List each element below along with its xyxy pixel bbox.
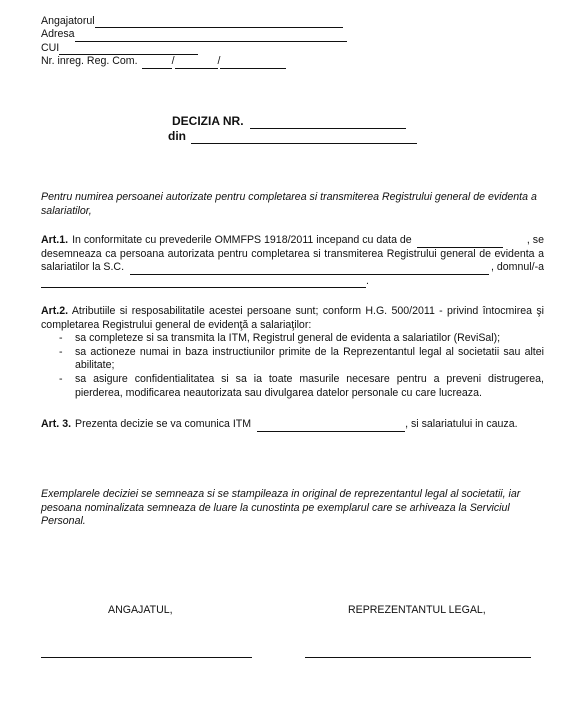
article-2-line-1 [41,305,544,319]
decision-number-label: DECIZIA NR. [172,114,244,128]
duty-text: sa asigure confidentialitatea si sa ia toate masurile necesare pentru a preveni distrugerea, pierderea, modificarea neautorizata sau divulgarea datelor personale cu care lucreaza. [75,372,544,399]
article-3-label: Art. 3. [41,418,72,430]
article-2 [41,305,544,400]
article-2-label: Art.2. [41,305,69,317]
employer-header [41,15,347,69]
cui-row [41,42,347,55]
article-1 [41,234,544,288]
list-item [41,346,544,373]
article-2-intro: Atributiile si resposabilitatile acestei persoane sunt; conform H.G. 500/2011 - privind întocmirea şi [71,305,544,317]
cui-blank[interactable] [59,44,198,55]
duty-text: sa completeze si sa transmita la ITM, Registrul general de evidenta a salariatilor (ReviSal); [75,332,501,345]
employer-label: Angajatorul [41,15,95,27]
employer-row [41,15,347,28]
address-label: Adresa [41,28,75,41]
reg-com-blank-2[interactable] [175,58,218,69]
article-1-text-a: In conformitate cu prevederile OMMFPS 1918/2011 incepand cu data de [72,234,412,246]
itm-blank[interactable] [257,421,405,432]
employee-signature-label: ANGAJATUL, [108,604,173,616]
list-dash: - [59,372,63,385]
decision-number-blank[interactable] [250,116,406,129]
article-1-line-4 [41,275,544,289]
reg-com-blank-3[interactable] [220,58,286,69]
article-1-company-label: salariatilor la S.C. [41,261,125,274]
representative-signature-label: REPREZENTANTUL LEGAL, [348,604,486,616]
company-name-blank[interactable] [130,264,489,275]
article-3 [41,418,544,432]
footer-note [41,488,546,529]
article-1-line-3 [41,261,544,275]
intro-paragraph [41,191,544,218]
reg-com-sep-1: / [171,55,175,68]
article-1-line-2: desemneaza ca persoana autorizata pentru completarea si transmiterea Registrului general de evidenta a [41,247,544,260]
article-2-duties-list [41,332,544,400]
representative-signature-line[interactable] [305,656,531,658]
article-3-text-b: , si salariatului in cauza. [405,418,518,430]
reg-com-label: Nr. inreg. Reg. Com. [41,55,138,68]
decision-title [168,114,417,144]
list-item [41,373,544,400]
employer-blank[interactable] [95,17,343,28]
decision-number-row [168,114,417,129]
article-1-label: Art.1. [41,234,69,246]
cui-label: CUI [41,41,60,54]
article-1-date-blank[interactable] [417,237,503,248]
address-blank[interactable] [75,31,347,42]
list-item [41,332,544,346]
address-row [41,28,347,41]
list-dash: - [59,332,63,345]
article-1-line-1 [41,234,544,248]
reg-com-blank-1[interactable] [142,58,172,69]
article-1-end: . [366,274,369,287]
article-1-text-b: , se [526,234,544,246]
list-dash: - [59,345,63,358]
article-2-line-2: completarea Registrului general de evidenţă a salariaţilor: [41,318,312,331]
intro-text: Pentru numirea persoanei autorizate pentru completarea si transmiterea Registrului general de evidenta a salariatilor, [41,191,537,217]
person-name-blank[interactable] [41,277,366,288]
decision-date-row [168,129,417,144]
article-3-line [41,418,544,432]
article-1-person-label: , domnul/-a [491,261,544,274]
article-3-text-a: Prezenta decizie se va comunica ITM [75,418,252,430]
duty-text: sa actioneze numai in baza instructiunilor primite de la Reprezentantul legal al societatii sau altei abilitate; [75,345,544,372]
employee-signature-line[interactable] [41,656,252,658]
reg-com-row [41,55,347,68]
footer-note-text: Exemplarele deciziei se semneaza si se stampileaza in original de reprezentantul legal al societatii, iar pesoana nominalizata semneaza de luare la cunostinta pe exemplarul care se arhiveaza la Serviciul Personal. [41,488,521,528]
decision-date-blank[interactable] [191,131,417,144]
reg-com-sep-2: / [217,55,221,68]
decision-date-label: din [168,129,186,143]
